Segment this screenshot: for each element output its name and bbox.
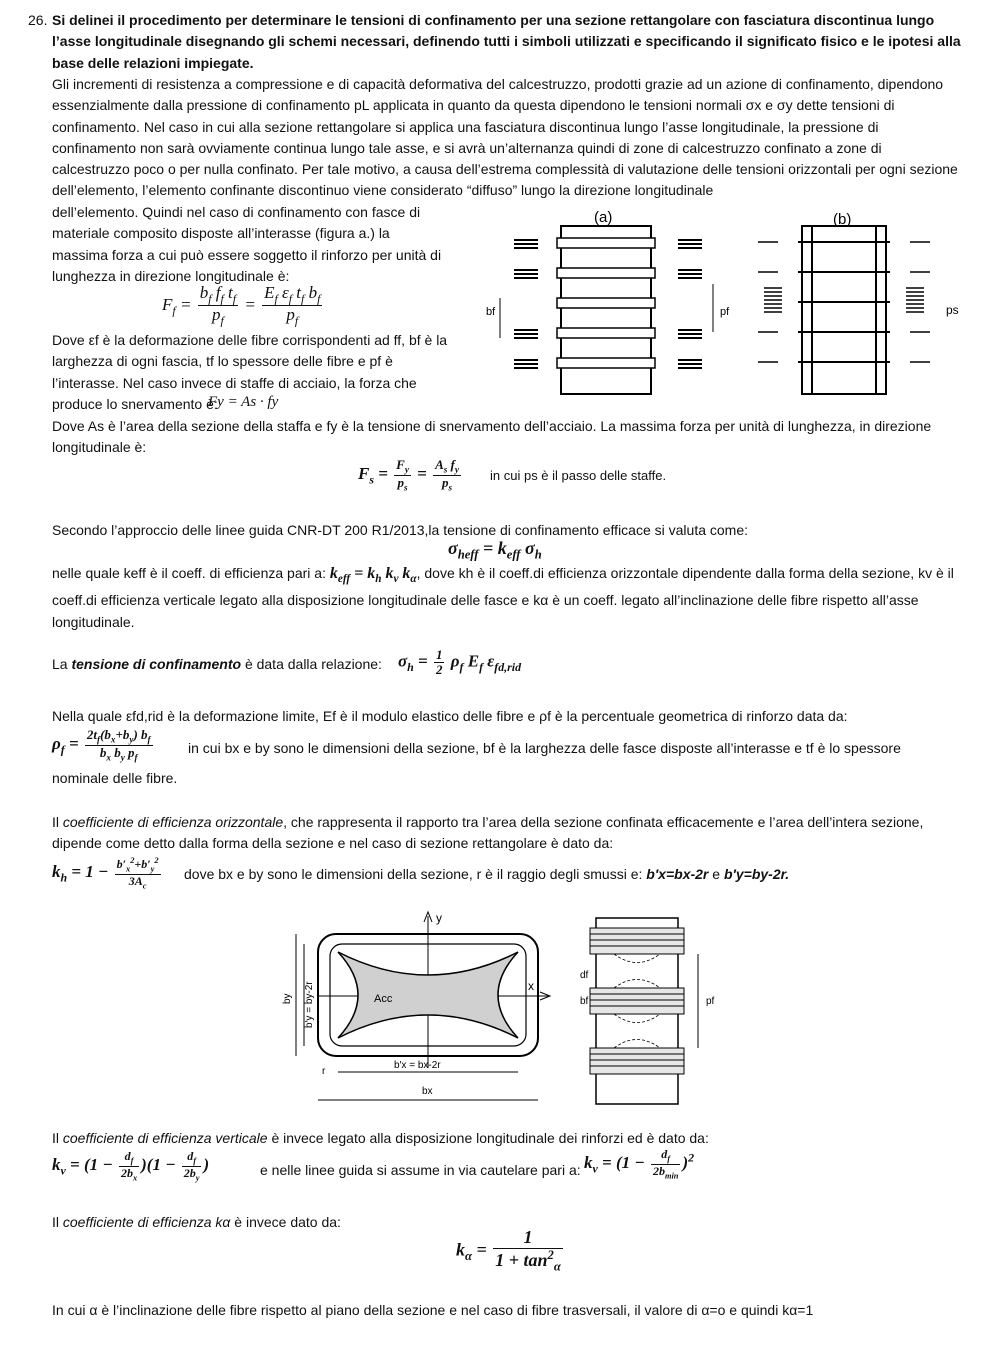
paragraph-staffe: Dove As è l’area della sezione della staffa e fy è la tensione di snervamento dell’acciaio. La massima forza per unità di lunghezza, in direzione longitudinale è: (52, 418, 932, 456)
label-acc: Acc (374, 993, 393, 1005)
label-bf-bottom: bf (580, 996, 589, 1007)
text-kh-description: , che rappresenta il rapporto tra l’area della sezione confinata efficacemente e l’area dell’intera sezione, dipende come detto dalla forma della sezione e nel caso di sezione rettangolare è dato da: (52, 814, 924, 852)
text-kv-term: coefficiente di efficienza verticale (62, 1130, 268, 1146)
text-la: La (52, 656, 68, 672)
label-bpx: b′x = bx-2r (394, 1060, 441, 1071)
bands-a (557, 238, 655, 368)
label-r: r (322, 1066, 326, 1077)
kh-description (184, 866, 789, 882)
label-bpy: b′y = by-2r (304, 981, 315, 1028)
fs-note: in cui ps è il passo delle staffe. (490, 468, 667, 483)
paragraph-symbols: Dove εf è la deformazione delle fibre corrispondenti ad ff, bf è la larghezza di ogni fascia, tf lo spessore delle fibre e pf è l’interasse. Nel caso invece di staffe di acciaio, la forza che produce lo snervamento è: (52, 332, 448, 412)
label-y: y (436, 911, 442, 925)
label-pf-bottom: pf (706, 996, 715, 1007)
elevation-bands (590, 928, 684, 1074)
text-tensione: tensione di confinamento (71, 656, 242, 672)
text-bpy: b′y=by-2r. (723, 866, 790, 882)
keff-intro: nelle quale keff è il coeff. di efficienza pari a: (52, 565, 326, 581)
paragraph-kv (52, 1128, 962, 1149)
text-il-kv: Il (52, 1130, 59, 1146)
paragraph-sigma-h (52, 656, 382, 672)
column-b (802, 226, 886, 394)
paragraph-keff (52, 563, 962, 633)
text-ka-term: coefficiente di efficienza kα (62, 1214, 231, 1230)
label-a: (a) (594, 209, 613, 226)
arrows-b-left (758, 242, 782, 362)
formula-keff: $k_{eff} = k_h$ $k_v$ $k_\alpha$ (329, 565, 417, 586)
text-kh-term: coefficiente di efficienza orizzontale (62, 814, 284, 830)
formula-kv-min: $k_v = (1$ − $\frac{d_f}{2b_{min}}$ )$^2$ (584, 1147, 695, 1181)
paragraph-cnr: Secondo l’approccio delle linee guida CNR-DT 200 R1/2013,la tensione di confinamento efficace si valuta come: (52, 522, 749, 538)
text-kh-dims: dove bx e by sono le dimensioni della sezione, r è il raggio degli smussi e: (184, 866, 643, 882)
paragraph-fasce: dell’elemento. Quindi nel caso di confinamento con fasce di materiale composito disposte all’interasse (figura a.) la massima forza a cui può essere soggetto il rinforzo per unità di lunghezza in direzione longitudinale è: (52, 204, 442, 284)
label-bx: bx (422, 1086, 433, 1097)
text-e: e (712, 866, 721, 882)
paragraph-kh (52, 812, 962, 855)
paragraph-alpha: In cui α è l’inclinazione delle fibre rispetto al piano della sezione e nel caso di fibre trasversali, il valore di α=o e quindi kα=1 (52, 1302, 814, 1318)
formula-fy: Fy = As · fy (208, 394, 279, 410)
label-x: x (528, 979, 534, 993)
paragraph-epsilon: Nella quale εfd,rid è la deformazione limite, Ef è il modulo elastico delle fibre e ρf è la percentuale geometrica di rinforzo data da: (52, 708, 848, 724)
kv-cautelare: e nelle linee guida si assume in via cautelare pari a: (260, 1162, 581, 1178)
question-number: 26. (28, 12, 48, 28)
formula-kv: $k_v = (1$ − $\frac{d_f}{2b_x}$ )(1 − $\frac{d_f}{2b_y}$ ) (52, 1149, 210, 1183)
formula-kalpha: $k_\alpha$ = $\frac{1}{1 + \tan^2_\alpha}$ (456, 1227, 561, 1274)
formula-sigma-h: $\sigma_h$ = $\frac{1}{2}$ $\rho_f$ $E_f$ $\varepsilon_{fd,rid}$ (398, 647, 522, 678)
label-by: by (282, 993, 293, 1004)
rho-description: in cui bx e by sono le dimensioni della sezione, bf è la larghezza delle fasce disposte all’interasse e tf è lo spessore (188, 740, 901, 756)
label-b: (b) (833, 211, 852, 228)
arrows-b-right (906, 242, 930, 362)
question-title: Si delinei il procedimento per determinare le tensioni di confinamento per una sezione rettangolare con fasciatura discontinua lungo l’asse longitudinale disegnando gli schemi necessari, definendo tutti i simboli utilizzati e specificando il significato fisico e le ipotesi alla base delle relazioni impiegate. (52, 12, 961, 71)
label-pf: pf (720, 306, 730, 318)
label-ps: ps (946, 303, 959, 317)
stirrups-b (798, 226, 890, 394)
formula-ff: $F_f$ = $\frac{b_f f_f t_f}{p_f}$ = $\frac{E_f \varepsilon_f t_f b_f}{p_f}$ (162, 283, 321, 328)
figure-confinement-schemes (478, 204, 973, 396)
figure-section-efficiency (278, 908, 722, 1108)
keff-description: , dove kh è il coeff.di efficienza orizzontale dipendente dalla forma della sezione, kv è il coeff.di efficienza verticale legato alla disposizione longitudinale delle fasce e kα è un coeff. legato all’inclinazione delle fibre rispetto all’asse longitudinale. (52, 565, 954, 630)
arrows-a-right (678, 240, 702, 368)
label-bf: bf (486, 306, 496, 318)
formula-fs: $F_s$ = $\frac{F_y}{p_s}$ = $\frac{A_s f_y}{p_s}$ (358, 457, 459, 493)
arrows-a-left (514, 240, 538, 368)
text-il-ka: Il (52, 1214, 59, 1230)
paragraph-intro: Gli incrementi di resistenza a compressione e di capacità deformativa del calcestruzzo, prodotti grazie ad un azione di confinamento, dipendono essenzialmente dalla pressione di confinamento pL applicata in quanto da questa dipendono le tensioni normali σx e σy dette tensioni di confinamento. Nel caso in cui alla sezione rettangolare si applica una fasciatura discontinua lungo l’asse longitudinale, la pressione di confinamento non sarà ovviamente continua lungo tale asse, e si avrà un’alternanza quindi di zone di calcestruzzo confinato a zone di calcestruzzo poco o per nulla confinato. Per tale motivo, a causa dell’estrema complessità di valutazione delle tensioni orizzontali per ogni sezione dell’elemento, l’elemento confinante discontinuo viene considerato “diffuso” lungo la direzione longitudinale (52, 76, 958, 199)
formula-rho-f: $\rho_f$ = $\frac{2t_f(b_x+b_y) b_f}{b_x b_y p_f}$ (52, 727, 151, 763)
text-relazione: è data dalla relazione: (244, 656, 382, 672)
text-ka-description: è invece dato da: (234, 1214, 341, 1230)
rho-description-end: nominale delle fibre. (52, 770, 178, 786)
column-a (561, 226, 651, 394)
text-bpx: b′x=bx-2r (646, 866, 709, 882)
formula-kh: $k_h = 1$ − $\frac{b'_x^2+b'_y^2}{3A_c}$ (52, 856, 159, 891)
text-kv-description: è invece legato alla disposizione longitudinale dei rinforzi ed è dato da: (271, 1130, 709, 1146)
formula-sigma-heff: $\sigma_{heff} = k_{eff}$ $\sigma_h$ (448, 538, 542, 562)
label-df: df (580, 970, 589, 981)
text-il: Il (52, 814, 59, 830)
